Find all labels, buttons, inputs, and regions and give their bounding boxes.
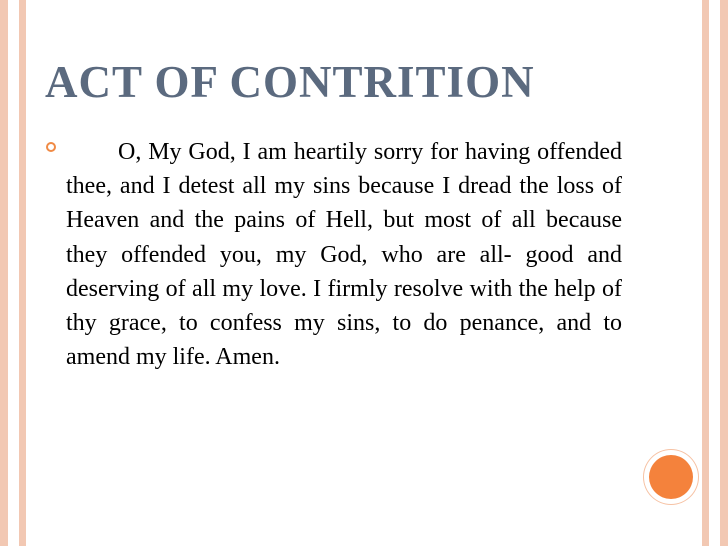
ring-bullet-icon	[46, 142, 56, 152]
decorative-circle	[649, 455, 693, 499]
left-decorative-border	[0, 0, 26, 546]
right-decorative-border	[702, 0, 728, 546]
prayer-text: O, My God, I am heartily sorry for having offended thee, and I detest all my sins because I dread the loss of Heaven and the pains of Hell, but most of all because they offended you, my God, who are all- good and deserving of all my love. I firmly resolve with the help of thy grace, to confess my sins, to do penance, and to amend my life. Amen.	[66, 139, 622, 371]
slide-title: ACT OF CONTRITION	[45, 57, 535, 107]
